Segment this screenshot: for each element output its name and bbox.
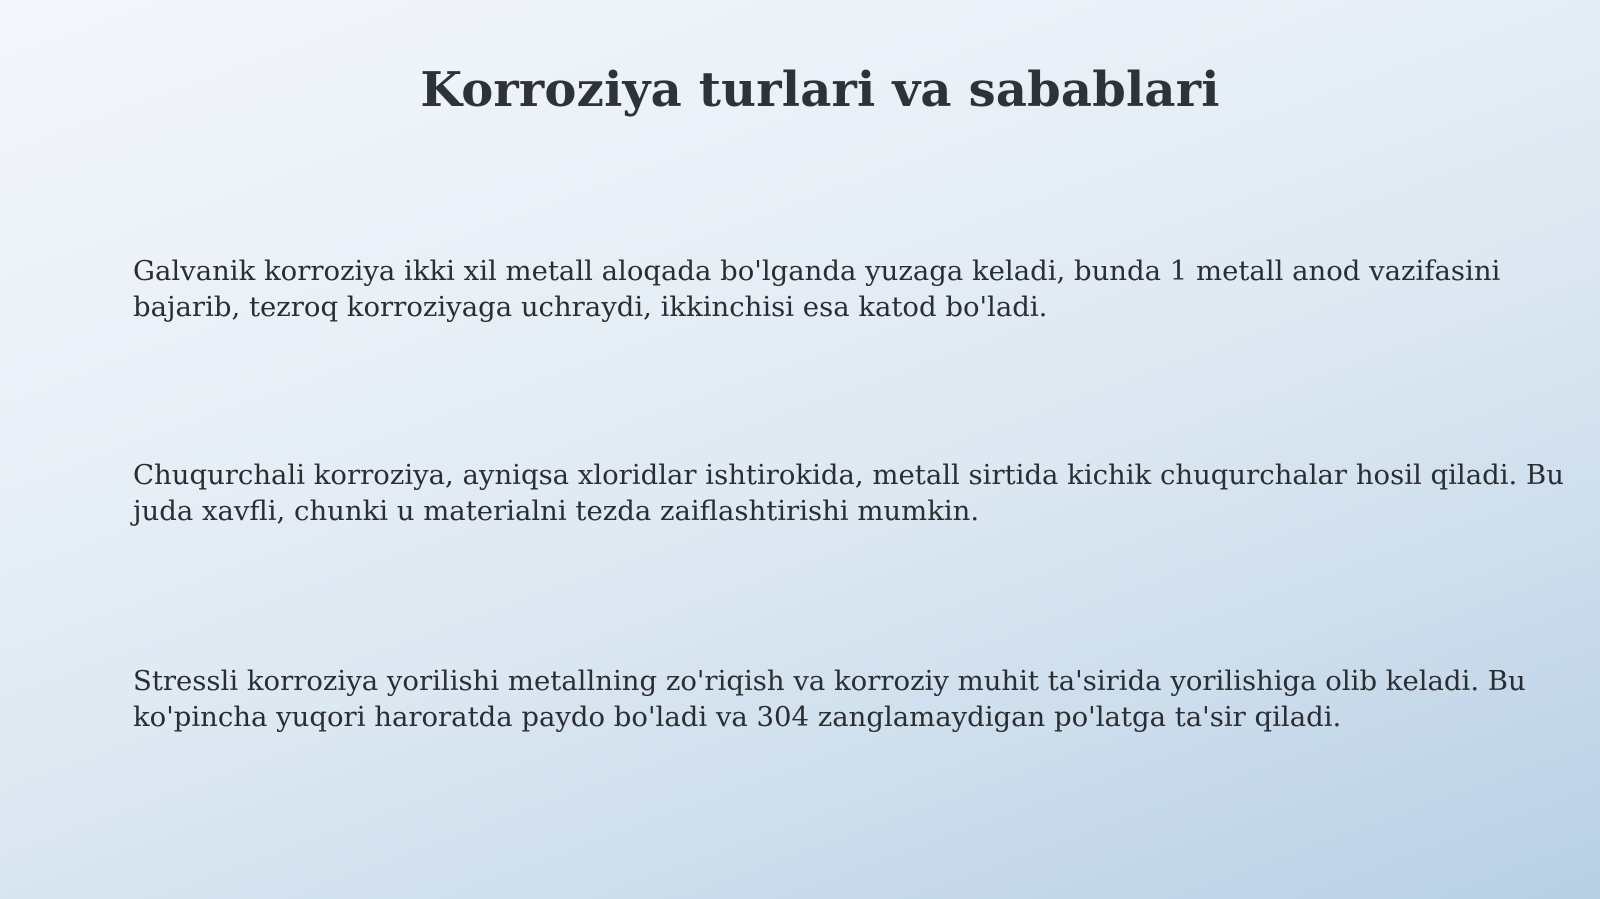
slide-title: Korroziya turlari va sabablari — [420, 62, 1220, 118]
paragraph-stress-corrosion: Stressli korroziya yorilishi metallning zo'riqish va korroziy muhit ta'sirida yorilishiga olib keladi. Bu ko'pincha yuqori haroratda paydo bo'ladi va 304 zanglamaydigan po'latga ta'sir qiladi. — [133, 665, 1526, 733]
paragraph-pitting-corrosion: Chuqurchali korroziya, ayniqsa xloridlar ishtirokida, metall sirtida kichik chuqurchalar hosil qiladi. Bu juda xavfli, chunki u materialni tezda zaiflashtirishi mumkin. — [133, 459, 1564, 527]
paragraph-galvanic-corrosion: Galvanik korroziya ikki xil metall aloqada bo'lganda yuzaga keladi, bunda 1 metall anod vazifasini bajarib, tezroq korroziyaga uchraydi, ikkinchisi esa katod bo'ladi. — [133, 255, 1501, 323]
